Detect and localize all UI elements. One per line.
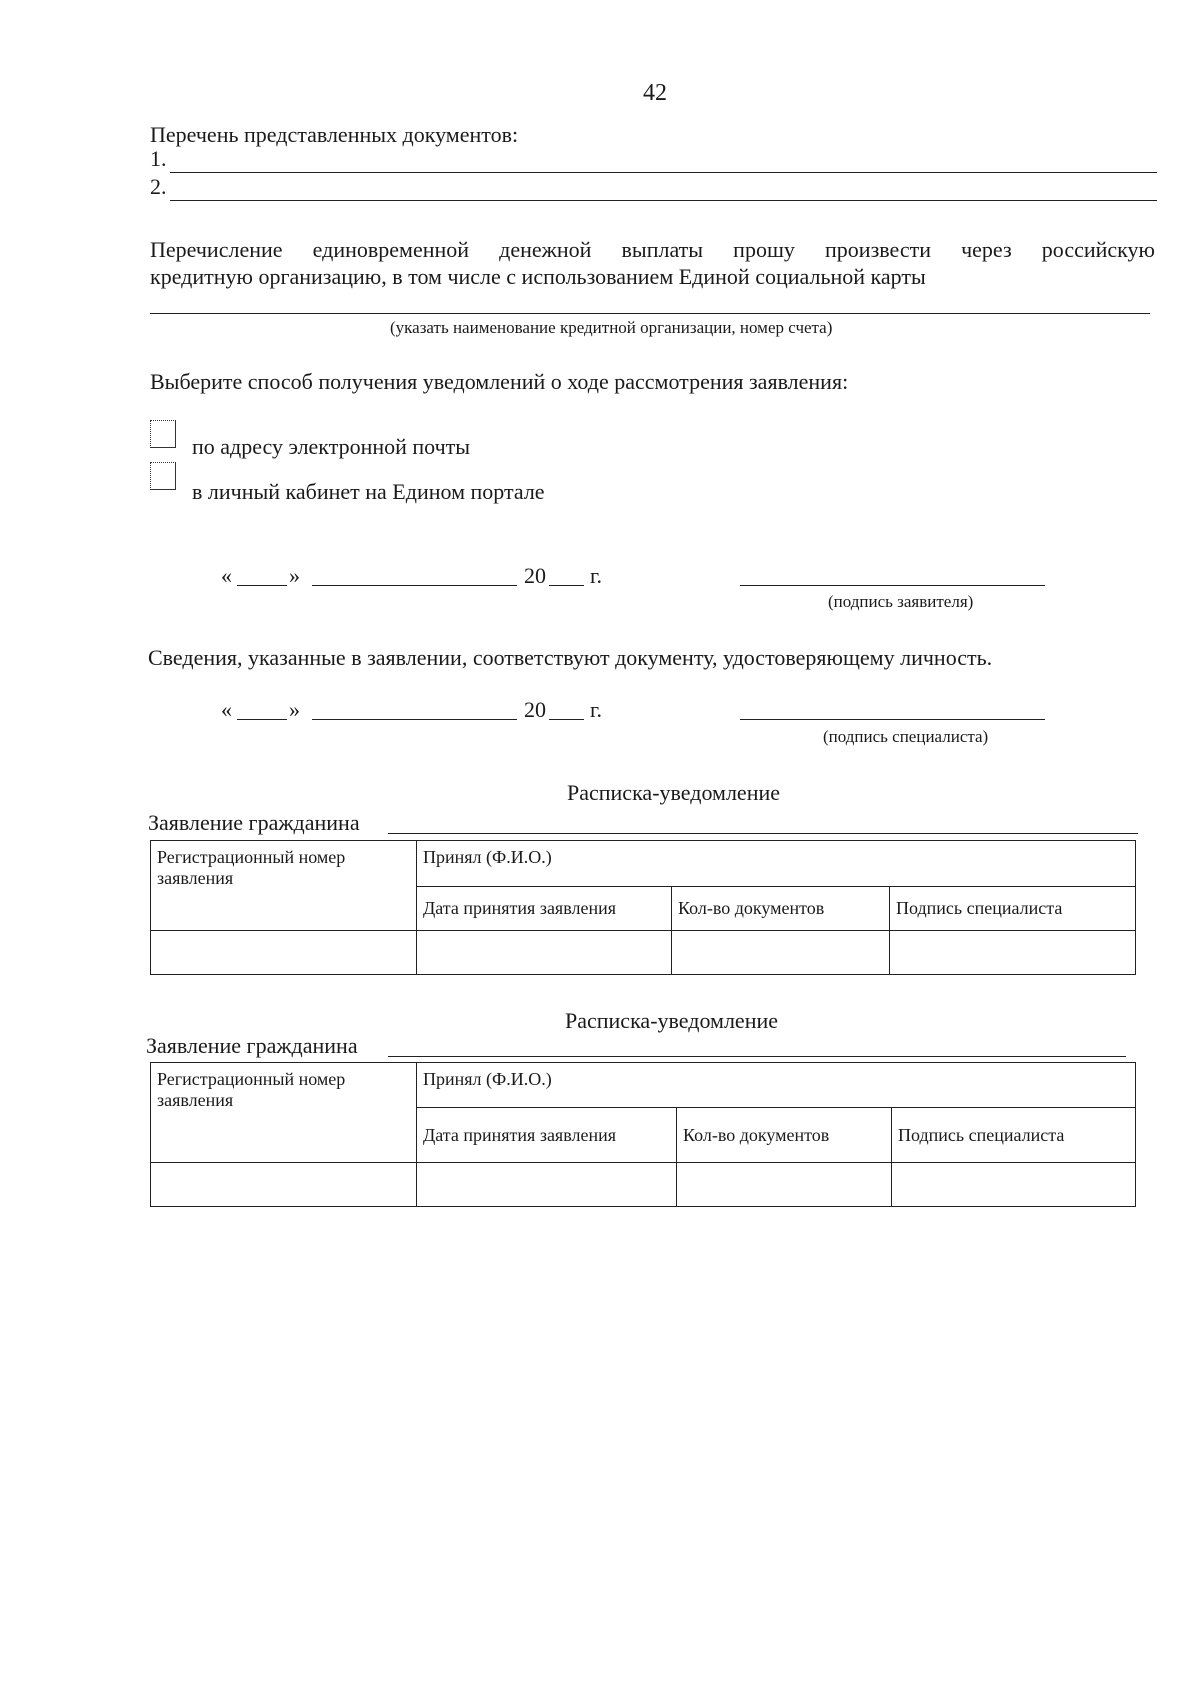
portal-option-label: в личный кабинет на Едином портале bbox=[192, 479, 545, 504]
applicant-day-field[interactable] bbox=[237, 585, 287, 586]
credit-organization-field[interactable] bbox=[150, 313, 1150, 314]
applicant-date-quote-close: » bbox=[289, 563, 300, 588]
receipt-1-date-header: Дата принятия заявления bbox=[417, 887, 672, 931]
specialist-date-quote-close: » bbox=[289, 697, 300, 722]
document-item-2-field[interactable] bbox=[170, 200, 1157, 201]
receipt-2-date-header: Дата принятия заявления bbox=[417, 1108, 677, 1163]
email-option-label: по адресу электронной почты bbox=[192, 434, 471, 459]
receipt-2-title: Расписка-уведомление bbox=[565, 1008, 779, 1033]
receipt-1-date-cell[interactable] bbox=[417, 931, 672, 975]
receipt-1-count-header: Кол-во документов bbox=[672, 887, 890, 931]
receipt-1-title: Расписка-уведомление bbox=[567, 780, 781, 805]
specialist-year-suffix: г. bbox=[590, 697, 603, 722]
receipt-2-count-header: Кол-во документов bbox=[677, 1108, 892, 1163]
receipt-1-signature-cell[interactable] bbox=[890, 931, 1136, 975]
receipt-2-table bbox=[150, 1062, 1136, 1207]
applicant-signature-field[interactable] bbox=[740, 585, 1045, 586]
applicant-date-quote-open: « bbox=[221, 563, 232, 588]
receipt-1-applicant-label: Заявление гражданина bbox=[148, 810, 360, 835]
specialist-signature-field[interactable] bbox=[740, 719, 1045, 720]
receipt-1-signature-header: Подпись специалиста bbox=[890, 887, 1136, 931]
payment-text-line1: Перечисление единовременной денежной выплаты прошу произвести через российскую bbox=[150, 237, 1155, 262]
receipt-2-signature-header: Подпись специалиста bbox=[892, 1108, 1136, 1163]
receipt-2-signature-cell[interactable] bbox=[892, 1163, 1136, 1207]
specialist-year-prefix: 20 bbox=[524, 697, 546, 722]
receipt-1-count-cell[interactable] bbox=[672, 931, 890, 975]
email-checkbox[interactable] bbox=[150, 420, 176, 448]
documents-heading: Перечень представленных документов: bbox=[150, 122, 519, 147]
receipt-2-reg-number-cell[interactable] bbox=[151, 1163, 417, 1207]
specialist-month-field[interactable] bbox=[312, 719, 517, 720]
document-item-1-field[interactable] bbox=[170, 172, 1157, 173]
credit-organization-caption: (указать наименование кредитной организации, номер счета) bbox=[390, 318, 833, 337]
notifications-heading: Выберите способ получения уведомлений о ходе рассмотрения заявления: bbox=[150, 369, 849, 394]
portal-checkbox[interactable] bbox=[150, 462, 176, 490]
specialist-date-quote-open: « bbox=[221, 697, 232, 722]
receipt-2-reg-number-header: Регистрационный номер заявления bbox=[151, 1063, 417, 1163]
receipt-2-accepted-by-header: Принял (Ф.И.О.) bbox=[417, 1063, 1136, 1108]
receipt-1-accepted-by-header: Принял (Ф.И.О.) bbox=[417, 841, 1136, 887]
receipt-1-reg-number-header: Регистрационный номер заявления bbox=[151, 841, 417, 931]
applicant-year-field[interactable] bbox=[549, 585, 584, 586]
applicant-year-prefix: 20 bbox=[524, 563, 546, 588]
specialist-year-field[interactable] bbox=[549, 719, 584, 720]
receipt-1-reg-number-cell[interactable] bbox=[151, 931, 417, 975]
receipt-2-applicant-label: Заявление гражданина bbox=[146, 1033, 358, 1058]
specialist-day-field[interactable] bbox=[237, 719, 287, 720]
document-item-2-number: 2. bbox=[150, 174, 167, 199]
page-number: 42 bbox=[643, 80, 667, 106]
applicant-month-field[interactable] bbox=[312, 585, 517, 586]
receipt-1-table bbox=[150, 840, 1136, 975]
document-item-1-number: 1. bbox=[150, 146, 167, 171]
specialist-signature-caption: (подпись специалиста) bbox=[823, 727, 989, 746]
receipt-2-date-cell[interactable] bbox=[417, 1163, 677, 1207]
receipt-1-applicant-field[interactable] bbox=[388, 833, 1138, 834]
payment-text-line2: кредитную организацию, в том числе с использованием Единой социальной карты bbox=[150, 264, 926, 289]
verification-text: Сведения, указанные в заявлении, соответствуют документу, удостоверяющему личность. bbox=[148, 645, 993, 670]
receipt-2-count-cell[interactable] bbox=[677, 1163, 892, 1207]
applicant-year-suffix: г. bbox=[590, 563, 603, 588]
receipt-2-applicant-field[interactable] bbox=[388, 1056, 1126, 1057]
applicant-signature-caption: (подпись заявителя) bbox=[828, 592, 974, 611]
